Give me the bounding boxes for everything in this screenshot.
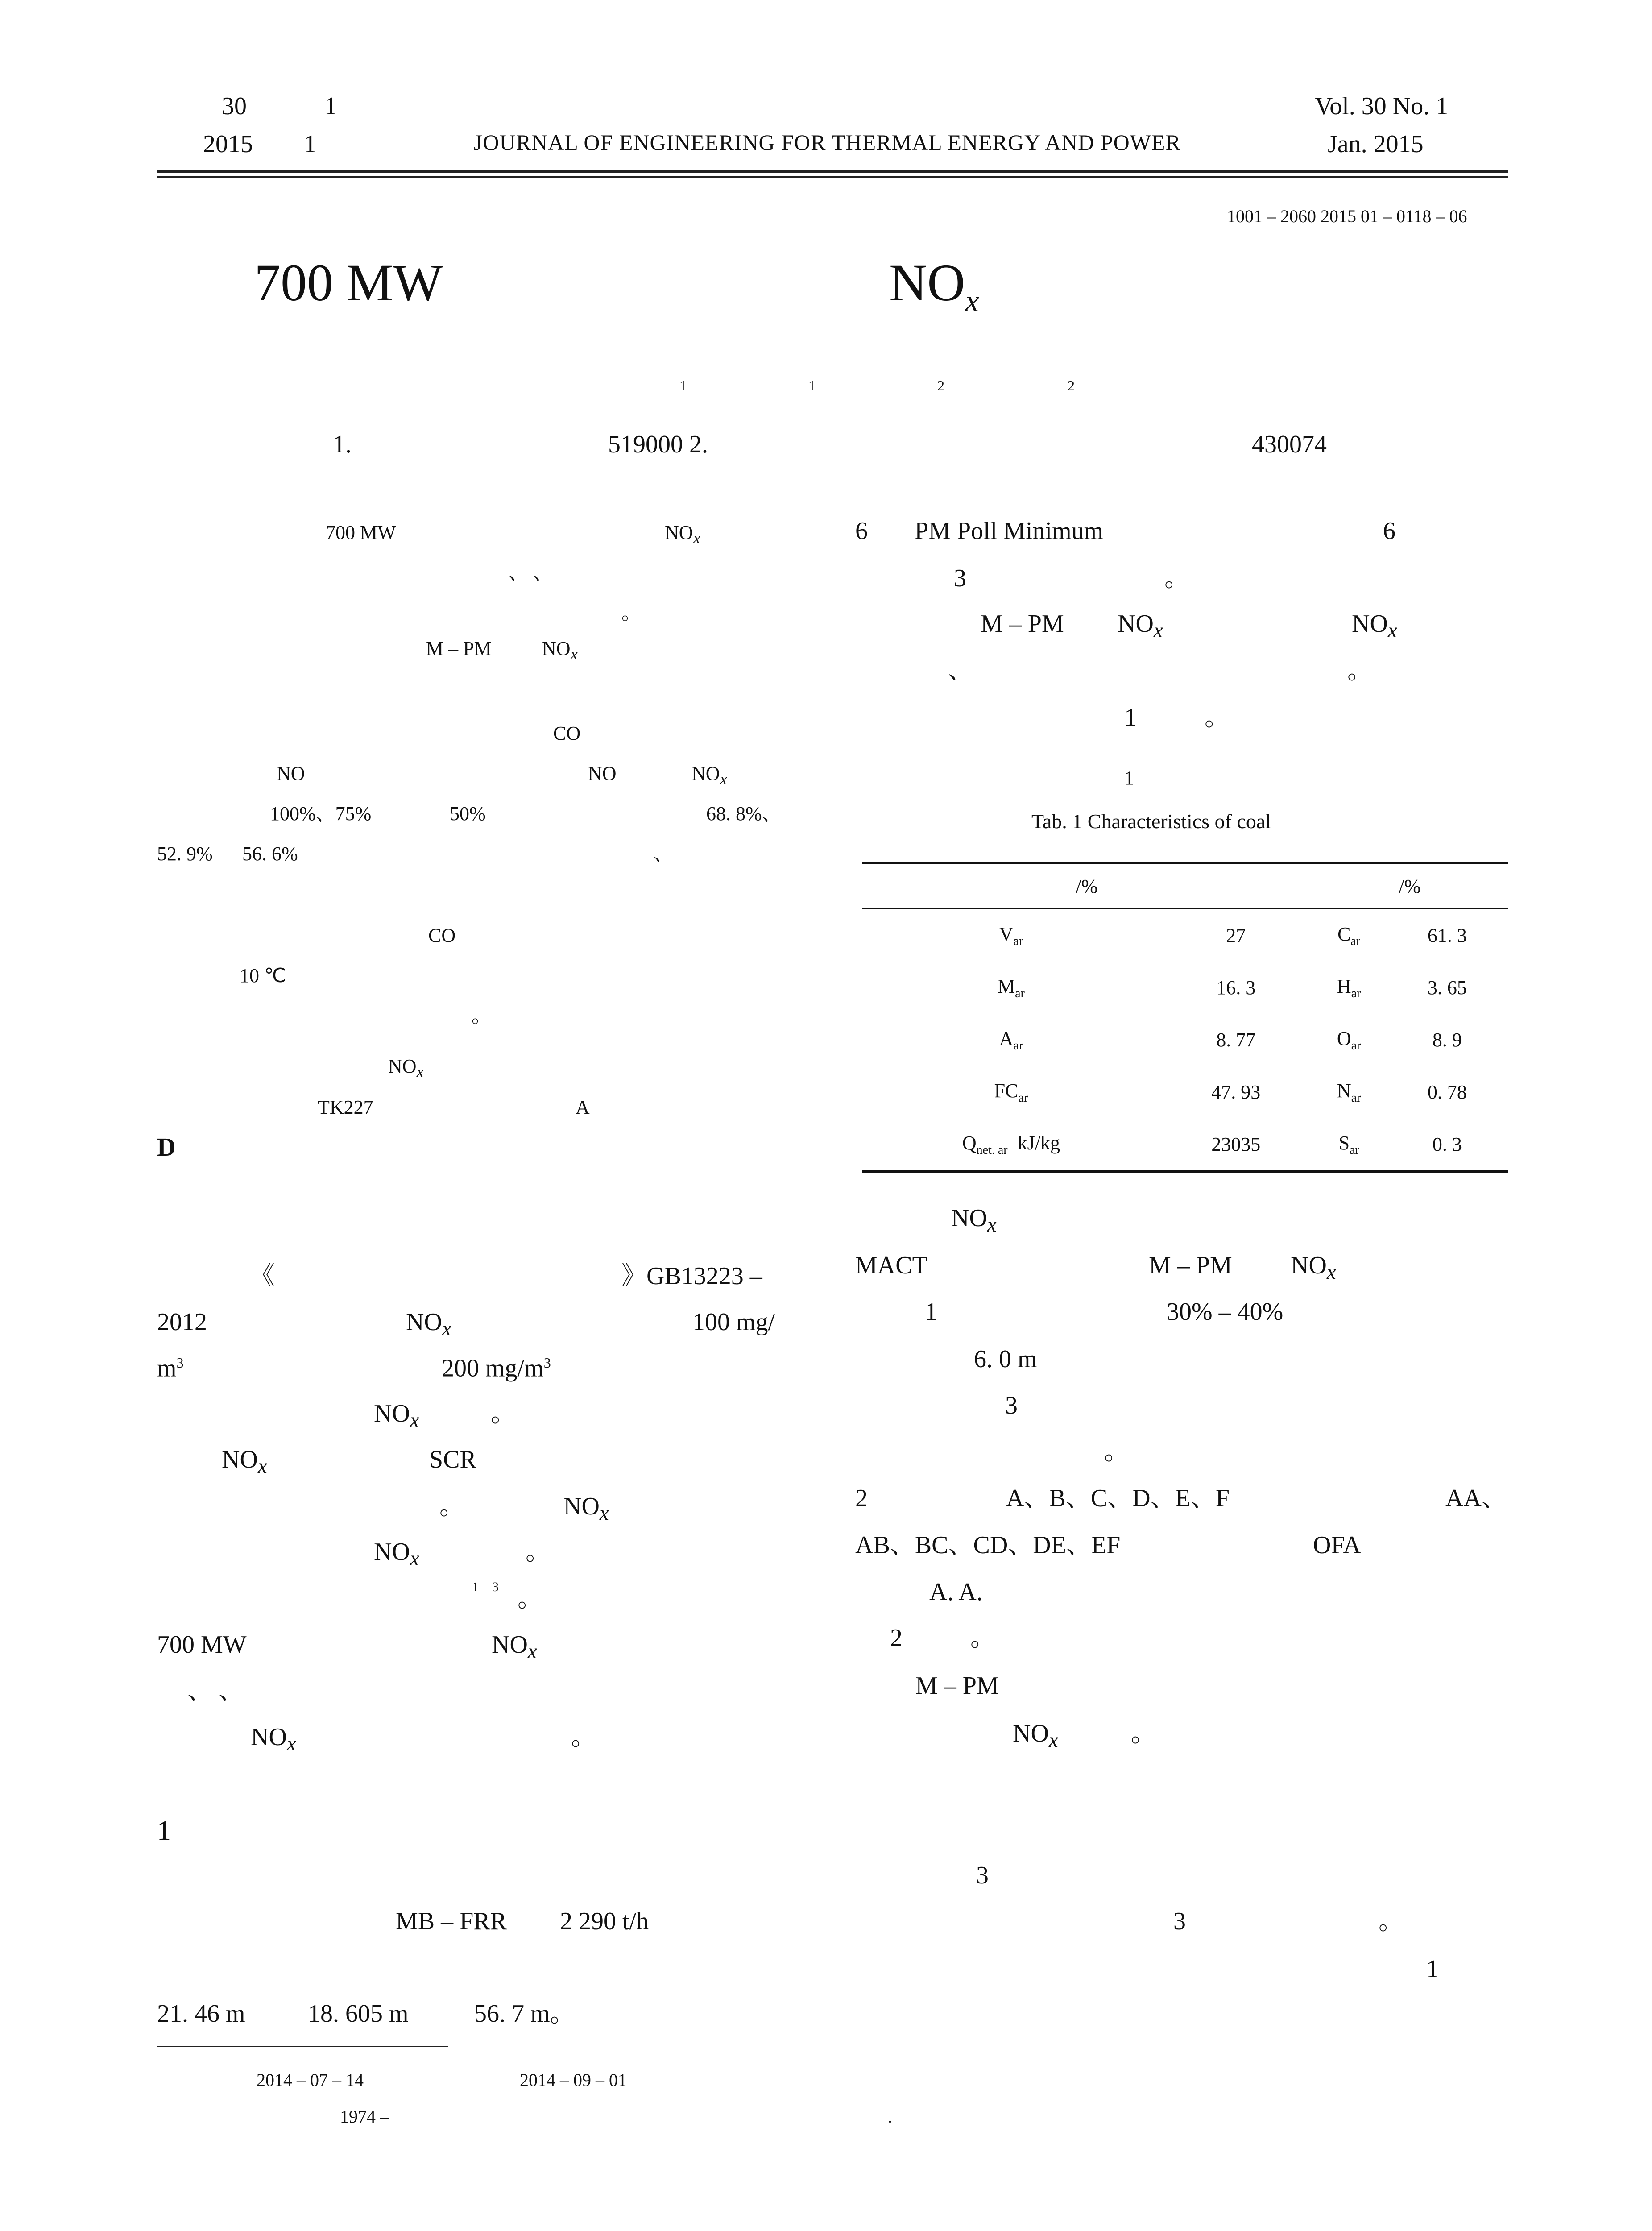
nox-sub: x (410, 1547, 419, 1571)
author-sup-2: 1 (808, 377, 816, 394)
key-sub: ar (1350, 1143, 1359, 1157)
classification-code: TK227 (318, 1096, 373, 1118)
right-after-15: 1 (1426, 1955, 1439, 1983)
nox-sub: x (599, 1501, 609, 1525)
right-after-7c: AA、 (1445, 1485, 1507, 1512)
intro-line-4b: 。 (491, 1400, 516, 1427)
abstract-line-9: CO (428, 925, 456, 946)
right-line-2a: 3 (954, 564, 966, 592)
nox-text: NO (1013, 1720, 1049, 1747)
author-sup-3: 2 (937, 377, 944, 394)
received-date: 2014 – 07 – 14 (257, 2070, 364, 2090)
table-cell-key (862, 1118, 1160, 1172)
intro-line-3a (157, 1356, 184, 1381)
nox-sub: x (987, 1213, 997, 1237)
table-cell-key (1312, 1066, 1387, 1118)
table-header-row (862, 863, 1508, 909)
nox-sub: x (1153, 619, 1163, 643)
abstract-line-4b (542, 639, 578, 662)
right-after-10a: 2 (890, 1624, 903, 1652)
key-sub: ar (1351, 986, 1361, 1000)
section-1-line-2b: 18. 605 m (308, 2000, 409, 2028)
nox-text: NO (1352, 610, 1388, 638)
right-after-12b: 。 (1131, 1720, 1156, 1747)
key-text: M (997, 975, 1015, 997)
nox-sub: x (693, 528, 700, 547)
right-line-3a: M – PM (981, 610, 1064, 638)
table-cell-key (1312, 1014, 1387, 1066)
right-line-1a: 6 (855, 517, 868, 545)
header-rule-top (157, 170, 1508, 173)
key-text: FC (994, 1079, 1019, 1102)
right-line-1c: 6 (1383, 517, 1395, 545)
table-header-right: /% (1312, 863, 1508, 909)
abstract-line-1b (665, 523, 700, 546)
nox-text: NO (374, 1400, 410, 1427)
footnote-dot: . (888, 2107, 892, 2127)
table-cell-key (862, 1066, 1160, 1118)
header-year-cn: 2015 (203, 130, 253, 158)
table-cell-key (862, 909, 1160, 962)
table-cell-value: 3. 65 (1427, 977, 1467, 999)
abstract-line-6b: NO (588, 763, 617, 784)
nox-text: NO (1118, 610, 1154, 638)
right-after-13: 3 (976, 1862, 989, 1889)
abstract-line-7c: 68. 8%、 (706, 803, 782, 825)
nox-text: NO (542, 638, 571, 659)
key-text: H (1337, 975, 1351, 997)
table-row (862, 1014, 1508, 1066)
table-row (862, 962, 1508, 1014)
abstract-line-8b: 56. 6% (242, 843, 298, 865)
nox-text: NO (406, 1308, 442, 1336)
header-rule-bottom (157, 176, 1508, 178)
journal-name: JOURNAL OF ENGINEERING FOR THERMAL ENERGY AND POWER (474, 130, 1181, 155)
intro-line-9a: 700 MW (157, 1631, 247, 1659)
revised-date: 2014 – 09 – 01 (520, 2070, 627, 2090)
intro-line-11b: 。 (571, 1723, 596, 1751)
nox-sub: x (410, 1409, 419, 1432)
table-cell-key (862, 962, 1160, 1014)
right-line-4a: 、 (948, 657, 973, 684)
key-text: V (999, 923, 1014, 945)
table-cell-value: 61. 3 (1427, 925, 1467, 946)
intro-line-7a (374, 1539, 419, 1569)
right-line-1b: PM Poll Minimum (915, 517, 1104, 545)
title-nox: NO (889, 253, 965, 312)
intro-line-3b (442, 1356, 551, 1381)
table-caption: Tab. 1 Characteristics of coal (1031, 810, 1271, 833)
table-row (862, 1066, 1508, 1118)
nox-text: NO (251, 1723, 287, 1751)
key-sub: ar (1351, 1091, 1361, 1105)
right-after-8a: AB、BC、CD、DE、EF (855, 1531, 1121, 1559)
intro-line-7b: 。 (526, 1538, 551, 1566)
author-sup-4: 2 (1068, 377, 1075, 394)
key-unit: kJ/kg (1007, 1132, 1060, 1154)
intro-line-4a (374, 1401, 419, 1431)
right-after-9: A. A. (929, 1578, 983, 1606)
document-code: A (576, 1096, 590, 1118)
key-text: C (1337, 923, 1351, 945)
section-1-line-1b: 2 290 t/h (560, 1908, 649, 1935)
footnote-rule (157, 2046, 448, 2047)
unit-m: m (157, 1354, 177, 1382)
intro-line-2b (406, 1310, 451, 1339)
header-volume-cn: 30 (222, 92, 247, 120)
intro-line-5b: SCR (429, 1446, 476, 1473)
intro-line-8b: 。 (518, 1585, 542, 1613)
table-cell-key (1312, 1118, 1387, 1172)
right-line-2b: 。 (1164, 564, 1189, 592)
right-line-3c (1352, 611, 1397, 641)
right-line-4b: 。 (1347, 657, 1372, 684)
intro-line-1b: 》GB13223 – (621, 1262, 762, 1290)
table-cell-value: 0. 3 (1432, 1133, 1462, 1155)
key-text: N (1337, 1079, 1351, 1102)
section-1-heading: 1 (157, 1816, 171, 1846)
table-number: 1 (1124, 767, 1134, 789)
table-cell-value: 8. 77 (1216, 1029, 1256, 1051)
abstract-line-8a: 52. 9% (157, 843, 213, 865)
nox-text: NO (951, 1204, 987, 1232)
abstract-line-10: 10 ℃ (240, 965, 286, 987)
nox-text: NO (388, 1055, 417, 1077)
right-after-10b: 。 (970, 1624, 995, 1652)
nox-sub: x (527, 1640, 537, 1663)
nox-sub: x (570, 644, 578, 663)
paper-title-right (889, 253, 979, 319)
right-after-2c (1291, 1253, 1336, 1283)
abstract-line-6a: NO (277, 763, 305, 784)
nox-text: NO (665, 522, 693, 543)
nox-text: NO (691, 763, 720, 784)
unit-sup: 3 (176, 1355, 184, 1371)
table-cell-key (862, 1014, 1160, 1066)
intro-line-10: 、 、 (187, 1677, 244, 1705)
table-cell-value: 0. 78 (1427, 1081, 1467, 1103)
header-date-en: Jan. 2015 (1328, 130, 1424, 158)
abstract-line-8c: 、 (654, 843, 673, 865)
abstract-line-4a: M – PM (426, 638, 492, 659)
right-after-3a: 1 (925, 1298, 937, 1326)
right-after-7a: 2 (855, 1485, 868, 1512)
header-month-cn: 1 (304, 130, 316, 158)
abstract-line-2: 、 、 (509, 562, 553, 584)
section-1-line-2c: 56. 7 m。 (474, 2000, 575, 2028)
right-after-14b: 。 (1379, 1908, 1404, 1935)
table-cell-value: 47. 93 (1211, 1081, 1261, 1103)
nox-sub: x (1048, 1729, 1058, 1752)
header-volume-en: Vol. 30 No. 1 (1315, 92, 1449, 120)
intro-line-6b (563, 1494, 609, 1524)
key-sub: ar (1351, 1038, 1361, 1053)
right-after-2b: M – PM (1149, 1252, 1232, 1279)
nox-sub: x (286, 1732, 296, 1756)
abstract-line-6c (691, 764, 727, 787)
table-row (862, 909, 1508, 962)
key-sub: ar (1013, 1038, 1023, 1053)
key-text: Q (962, 1132, 977, 1154)
doi-mark: D (157, 1132, 176, 1161)
nox-text: NO (563, 1493, 600, 1520)
nox-text: NO (492, 1631, 528, 1659)
unit-sup: 3 (543, 1355, 551, 1371)
abstract-line-7a: 100%、75% (270, 803, 372, 825)
table-cell-value: 27 (1226, 925, 1246, 946)
table-cell-value: 16. 3 (1216, 977, 1256, 999)
intro-line-1a: 《 (250, 1262, 275, 1290)
right-after-2a: MACT (855, 1252, 927, 1279)
right-after-4: 6. 0 m (974, 1345, 1037, 1373)
right-line-3b (1118, 611, 1163, 641)
abstract-line-7b: 50% (450, 803, 486, 825)
article-id: 1001 – 2060 2015 01 – 0118 – 06 (1227, 206, 1467, 226)
intro-line-11a (251, 1725, 296, 1754)
nox-sub: x (1387, 619, 1397, 643)
right-line-5a: 1 (1124, 704, 1137, 731)
abstract-line-11: 。 (472, 1005, 491, 1027)
intro-line-2c: 100 mg/ (692, 1308, 775, 1336)
nox-sub: x (442, 1317, 451, 1341)
right-after-5: 3 (1005, 1392, 1018, 1419)
section-1-line-1a: MB – FRR (396, 1908, 507, 1935)
key-sub: ar (1350, 934, 1361, 948)
nox-sub: x (416, 1062, 424, 1081)
keywords-nox (388, 1057, 424, 1080)
table-header-left: /% (862, 863, 1312, 909)
author-sup-1: 1 (679, 377, 687, 394)
table-cell-key (1312, 909, 1387, 962)
table-cell-key (1312, 962, 1387, 1014)
key-sub: net. ar (976, 1143, 1008, 1157)
right-after-7b: A、B、C、D、E、F (1006, 1485, 1230, 1512)
right-after-6: 。 (1104, 1438, 1129, 1465)
right-after-8b: OFA (1313, 1531, 1361, 1559)
intro-line-2a: 2012 (157, 1308, 207, 1336)
abstract-line-1a: 700 MW (326, 522, 396, 543)
key-text: S (1338, 1132, 1350, 1154)
table-cell-value: 8. 9 (1432, 1029, 1462, 1051)
nox-sub: x (257, 1455, 267, 1478)
unit-mgm3: 200 mg/m (442, 1354, 544, 1382)
right-after-1 (951, 1206, 997, 1236)
affiliation-1: 1. (333, 431, 352, 458)
key-text: A (999, 1027, 1014, 1049)
right-after-11: M – PM (915, 1672, 999, 1700)
intro-line-6a: 。 (439, 1493, 464, 1520)
key-sub: ar (1015, 986, 1025, 1000)
right-after-12a (1013, 1721, 1058, 1751)
affiliation-3: 430074 (1252, 431, 1327, 458)
intro-line-9b (492, 1632, 537, 1662)
nox-text: NO (1291, 1252, 1327, 1279)
nox-text: NO (222, 1446, 258, 1473)
nox-sub: x (720, 769, 727, 788)
affiliation-2: 519000 2. (608, 431, 708, 458)
key-text: O (1337, 1027, 1351, 1049)
paper-title-left: 700 MW (254, 253, 443, 312)
right-line-5b: 。 (1205, 704, 1230, 731)
intro-line-5a (222, 1447, 267, 1477)
reference-citation: 1 – 3 (472, 1580, 499, 1594)
title-nox-sub: x (965, 284, 979, 319)
right-after-14a: 3 (1173, 1908, 1186, 1935)
nox-sub: x (1326, 1261, 1336, 1284)
table-cell-value: 23035 (1211, 1133, 1261, 1155)
nox-text: NO (374, 1538, 410, 1566)
author-birth-year: 1974 – (340, 2107, 389, 2127)
key-sub: ar (1013, 934, 1023, 948)
header-issue-cn: 1 (324, 92, 337, 120)
table-row (862, 1118, 1508, 1172)
key-sub: ar (1018, 1091, 1028, 1105)
right-after-3b: 30% – 40% (1167, 1298, 1284, 1326)
section-1-line-2a: 21. 46 m (157, 2000, 245, 2028)
coal-characteristics-table (862, 862, 1508, 1173)
abstract-line-3: 。 (621, 602, 641, 624)
abstract-line-5: CO (553, 722, 581, 744)
